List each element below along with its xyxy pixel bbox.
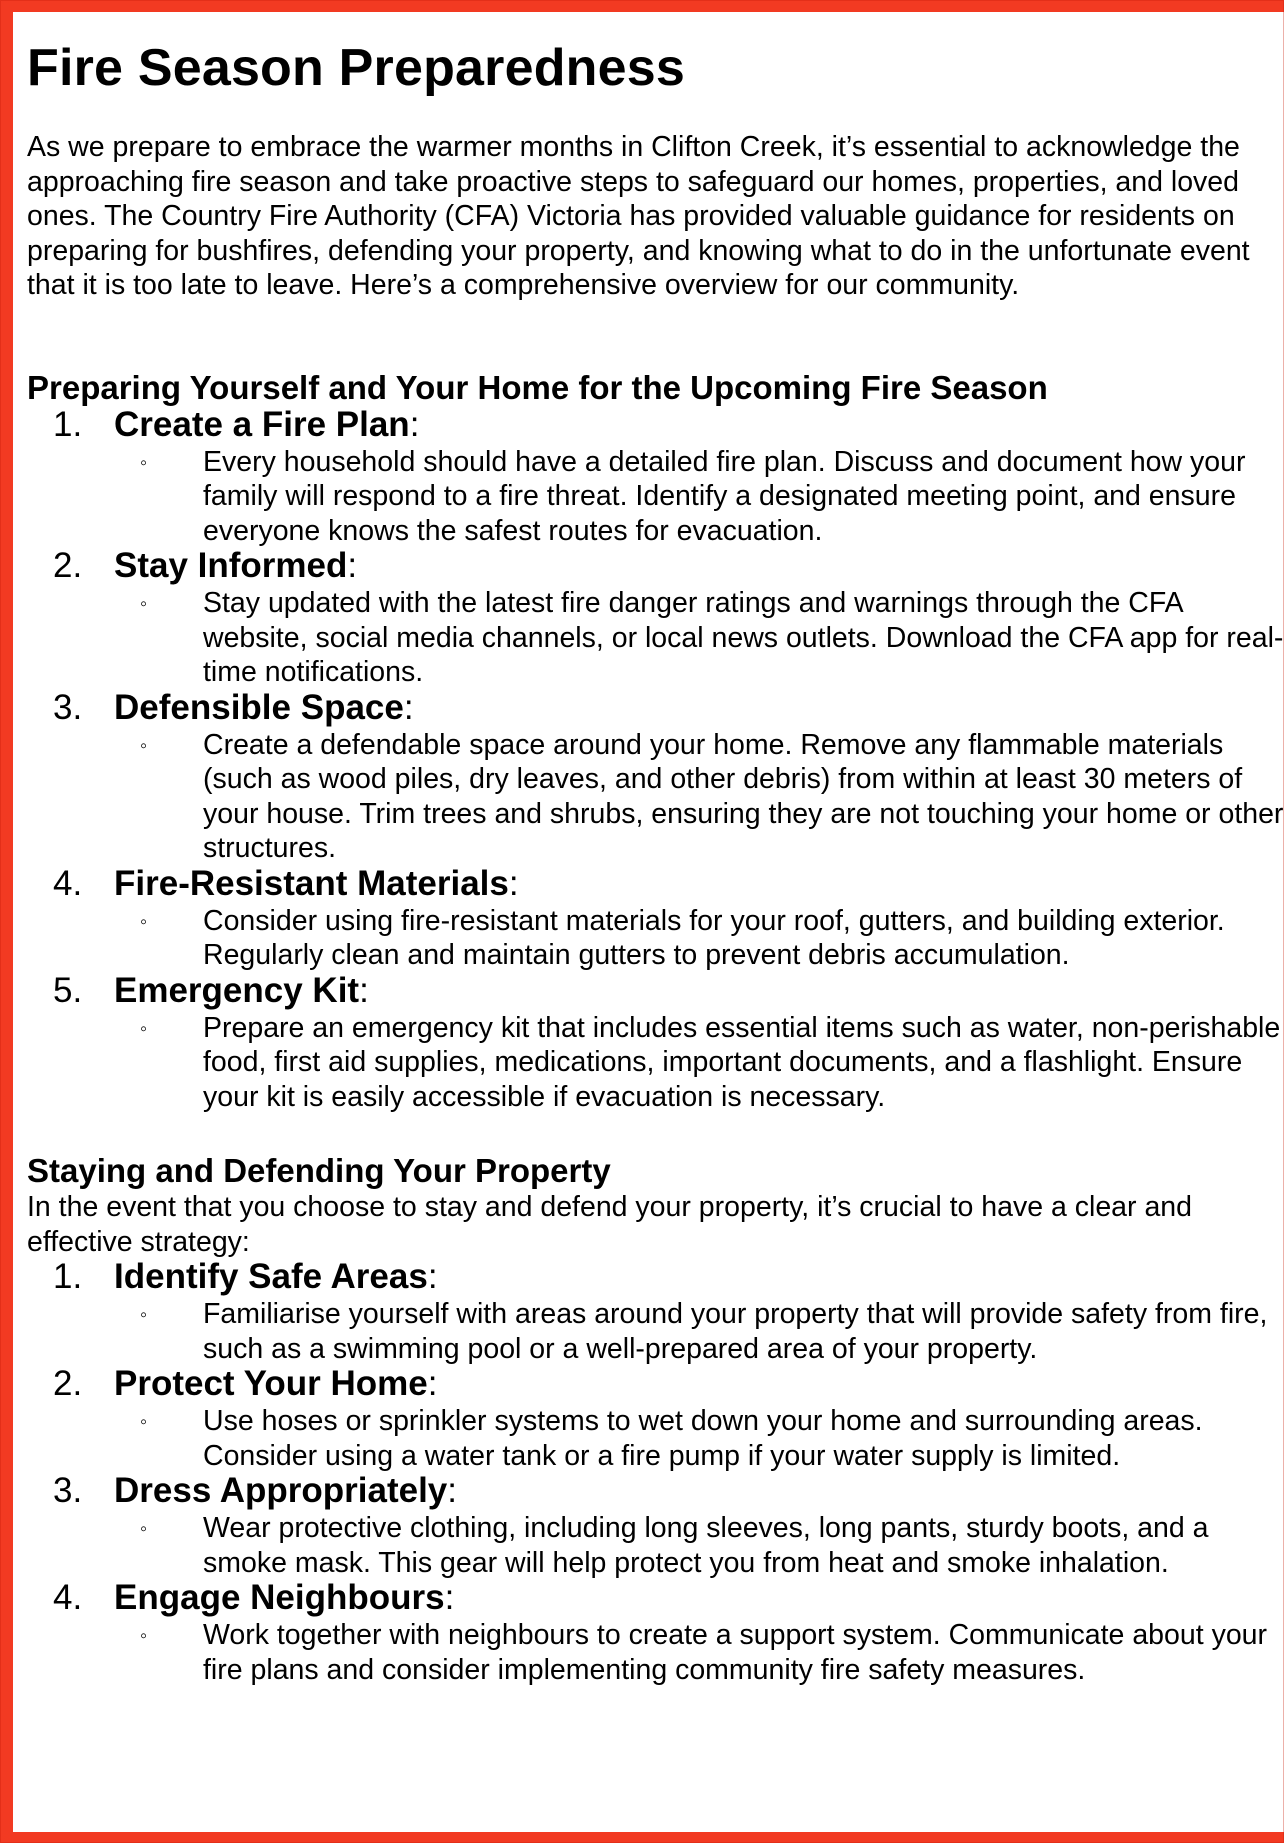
list-item: [27, 548, 1284, 690]
item-title: Dress Appropriately: [114, 1471, 448, 1510]
item-text: Prepare an emergency kit that includes essential items such as water, non-perishable food, first aid supplies, medications, important documents, and a flashlight. Ensure your kit is easily accessible if evacuation is necessary.: [203, 1011, 1281, 1113]
intro-paragraph: As we prepare to embrace the warmer months in Clifton Creek, it’s essential to acknowledge the approaching fire season and take proactive steps to safeguard our homes, properties, and loved ones. The Country Fire Authority (CFA) Victoria has provided valuable guidance for residents on preparing for bushfires, defending your property, and knowing what to do in the unfortunate event that it is too late to leave. Here’s a comprehensive overview for our community.: [27, 131, 1250, 301]
item-number: 5.: [53, 970, 83, 1010]
item-number: 2.: [53, 546, 83, 585]
list-item: [27, 970, 1284, 1115]
preparing-steps-list: [27, 404, 1284, 1115]
hollow-bullet-icon: ◦: [140, 1017, 148, 1040]
item-text: Familiarise yourself with areas around your property that will provide safety from fire, such as a swimming pool or a well-prepared area of your property.: [203, 1298, 1268, 1365]
item-title: Protect Your Home: [114, 1364, 428, 1403]
section-intro-paragraph: In the event that you choose to stay and defend your property, it’s crucial to have a clear and effective strategy:: [27, 1191, 1192, 1258]
page-title: Fire Season Preparedness: [27, 39, 685, 97]
list-item: [27, 1473, 1284, 1580]
hollow-bullet-icon: ◦: [140, 910, 148, 933]
item-title: Emergency Kit: [114, 970, 360, 1010]
item-text: Work together with neighbours to create a support system. Communicate about your fire plans and consider implementing community fire safety measures.: [203, 1619, 1268, 1686]
item-colon: :: [409, 404, 420, 444]
list-item: [27, 404, 1284, 549]
item-title: Create a Fire Plan: [114, 404, 410, 444]
list-item: [27, 1366, 1284, 1473]
hollow-bullet-icon: ◦: [140, 734, 148, 757]
item-number: 2.: [53, 1364, 83, 1403]
hollow-bullet-icon: ◦: [140, 1518, 148, 1540]
item-title: Identify Safe Areas: [114, 1257, 428, 1296]
item-colon: :: [427, 1364, 438, 1403]
item-text: Wear protective clothing, including long sleeves, long pants, sturdy boots, and a smoke mask. This gear will help protect you from heat and smoke inhalation.: [203, 1512, 1209, 1579]
item-colon: :: [403, 687, 414, 727]
list-item: [27, 687, 1284, 866]
item-colon: :: [359, 970, 369, 1010]
item-title: Defensible Space: [114, 687, 404, 727]
item-number: 1.: [53, 1257, 83, 1296]
hollow-bullet-icon: ◦: [140, 1304, 148, 1326]
item-number: 4.: [53, 1578, 83, 1617]
item-number: 4.: [53, 863, 83, 903]
hollow-bullet-icon: ◦: [140, 1411, 148, 1433]
item-colon: :: [347, 546, 358, 585]
document-body: [27, 38, 1284, 1687]
defending-steps-list: [27, 1259, 1284, 1687]
item-text: Every household should have a detailed fire plan. Discuss and document how your family will respond to a fire threat. Identify a designated meeting point, and ensure everyone knows the safest routes for evacuation.: [203, 445, 1246, 547]
hollow-bullet-icon: ◦: [140, 593, 148, 615]
item-text: Stay updated with the latest fire danger ratings and warnings through the CFA website, social media channels, or local news outlets. Download the CFA app for real-time notifications.: [203, 587, 1284, 688]
item-text: Create a defendable space around your home. Remove any flammable materials (such as wood piles, dry leaves, and other debris) from within at least 30 meters of your house. Trim trees and shrubs, ensuring they are not touching your home or other structures.: [203, 728, 1284, 864]
hollow-bullet-icon: ◦: [140, 451, 148, 474]
item-text: Consider using fire-resistant materials for your roof, gutters, and building exterior. Regularly clean and maintain gutters to prevent debris accumulation.: [203, 904, 1225, 971]
item-text: Use hoses or sprinkler systems to wet down your home and surrounding areas. Consider using a water tank or a fire pump if your water supply is limited.: [203, 1405, 1203, 1472]
item-title: Stay Informed: [114, 546, 348, 585]
section-heading-staying: Staying and Defending Your Property: [27, 1152, 611, 1189]
item-number: 3.: [53, 1471, 83, 1510]
item-colon: :: [427, 1257, 438, 1296]
list-item: [27, 1580, 1284, 1687]
item-number: 1.: [53, 404, 83, 444]
item-title: Engage Neighbours: [114, 1578, 445, 1617]
section-heading-preparing: Preparing Yourself and Your Home for the Upcoming Fire Season: [27, 368, 1048, 406]
list-item: [27, 1259, 1284, 1366]
item-colon: :: [447, 1471, 457, 1510]
hollow-bullet-icon: ◦: [140, 1625, 148, 1647]
item-title: Fire-Resistant Materials: [114, 863, 509, 903]
item-colon: :: [508, 863, 519, 903]
item-colon: :: [444, 1578, 455, 1617]
list-item: [27, 863, 1284, 973]
item-number: 3.: [53, 687, 83, 727]
